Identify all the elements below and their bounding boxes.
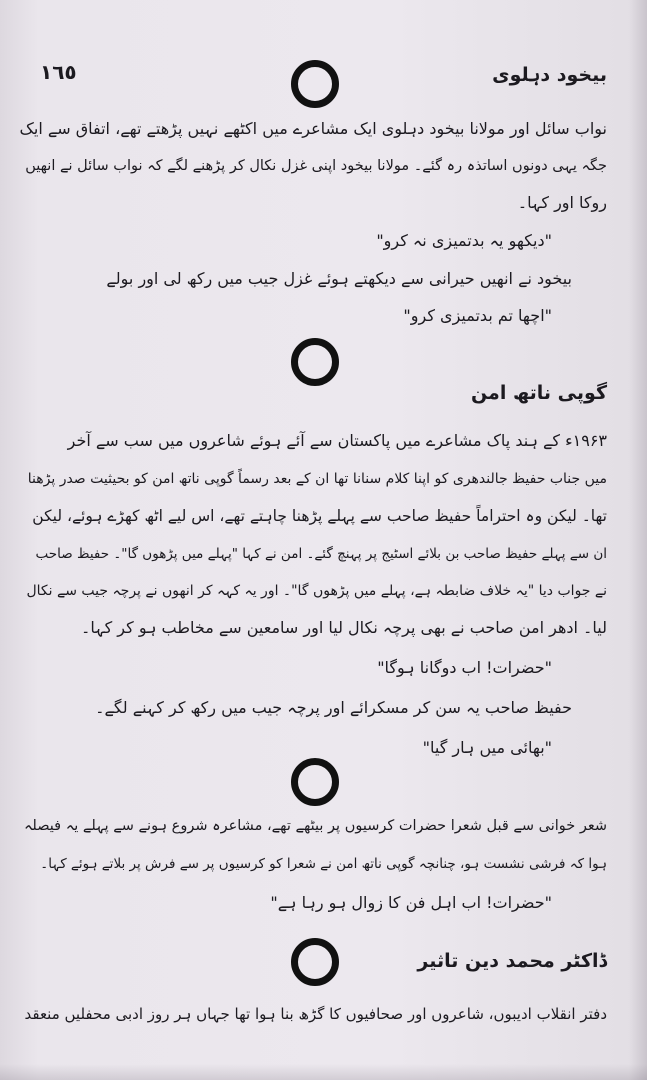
section-heading: بیخود دہلوی — [492, 64, 607, 86]
paragraph-line: نواب سائل اور مولانا بیخود دہلوی ایک مشاعرے میں اکٹھے نہیں پڑھتے تھے، اتفاق سے ایک — [19, 119, 607, 138]
quote-line: "حضرات! اب دوگانا ہوگا" — [377, 658, 552, 677]
paragraph-line: جگہ یہی دونوں اساتذہ رہ گئے۔ مولانا بیخود اپنی غزل نکال کر پڑھنے لگے کہ نواب سائل نے انھیں — [25, 158, 607, 174]
ring-ornament-icon — [291, 938, 339, 986]
paragraph-line: دفتر انقلاب ادیبوں، شاعروں اور صحافیوں کا گڑھ بنا ہوا تھا جہاں ہر روز ادبی محفلیں منعقد — [24, 1005, 607, 1023]
paragraph-line: ۱۹۶۳ء کے ہند پاک مشاعرے میں پاکستان سے آئے ہوئے شاعروں میں سب سے آخر — [67, 431, 607, 450]
paragraph-line: شعر خوانی سے قبل شعرا حضرات کرسیوں پر بیٹھے تھے، مشاعرہ شروع ہونے سے پہلے یہ فیصلہ — [23, 818, 607, 834]
ring-ornament-icon — [291, 758, 339, 806]
page-bottom-shadow — [0, 1064, 647, 1080]
ring-ornament-icon — [291, 60, 339, 108]
quote-line: "دیکھو یہ بدتمیزی نہ کرو" — [376, 231, 552, 250]
page-number: ١٦٥ — [40, 60, 77, 84]
quote-line: "حضرات! اب اہل فن کا زوال ہو رہا ہے" — [270, 893, 552, 912]
paragraph-line: ان سے پہلے حفیظ صاحب بن بلائے اسٹیج پر پہنچ گئے۔ امن نے کہا "پہلے میں پڑھوں گا"۔ حفیظ صاحب — [35, 546, 607, 562]
paragraph-line: لیا۔ ادھر امن صاحب نے بھی پرچہ نکال لیا اور سامعین سے مخاطب ہو کر کہا۔ — [80, 618, 607, 637]
section-heading: گوپی ناتھ امن — [470, 382, 607, 404]
quote-line: "اچھا تم بدتمیزی کرو" — [403, 306, 552, 325]
paragraph-line: میں جناب حفیظ جالندھری کو اپنا کلام سنانا تھا ان کے بعد رسماً گوپی ناتھ امن کو بحیثیت صدر پڑھنا — [27, 471, 607, 487]
paragraph-line: حفیظ صاحب یہ سن کر مسکرائے اور پرچہ جیب میں رکھ کر کہنے لگے۔ — [95, 698, 572, 717]
section-heading: ڈاکٹر محمد دین تاثیر — [417, 950, 607, 972]
quote-line: "بھائی میں ہار گیا" — [422, 738, 552, 757]
page-edge-shadow — [629, 0, 647, 1080]
paragraph-line: ہوا کہ فرشی نشست ہو، چنانچہ گوپی ناتھ امن نے شعرا کو کرسیوں پر سے فرش پر بلاتے ہوئے کہا۔ — [40, 856, 607, 872]
ring-ornament-icon — [291, 338, 339, 386]
paragraph-line: نے جواب دیا "یہ خلاف ضابطہ ہے، پہلے میں پڑھوں گا"۔ اور یہ کہہ کر انھوں نے پرچہ جیب سے نکال — [26, 583, 607, 599]
paragraph-line: بیخود نے انھیں حیرانی سے دیکھتے ہوئے غزل جیب میں رکھ لی اور بولے — [106, 269, 572, 288]
paragraph-line: تھا۔ لیکن وہ احتراماً حفیظ صاحب سے پہلے پڑھنا چاہتے تھے، اس لیے اٹھ کھڑے ہوئے، لیکن — [32, 507, 607, 525]
paragraph-line: روکا اور کہا۔ — [517, 193, 607, 212]
